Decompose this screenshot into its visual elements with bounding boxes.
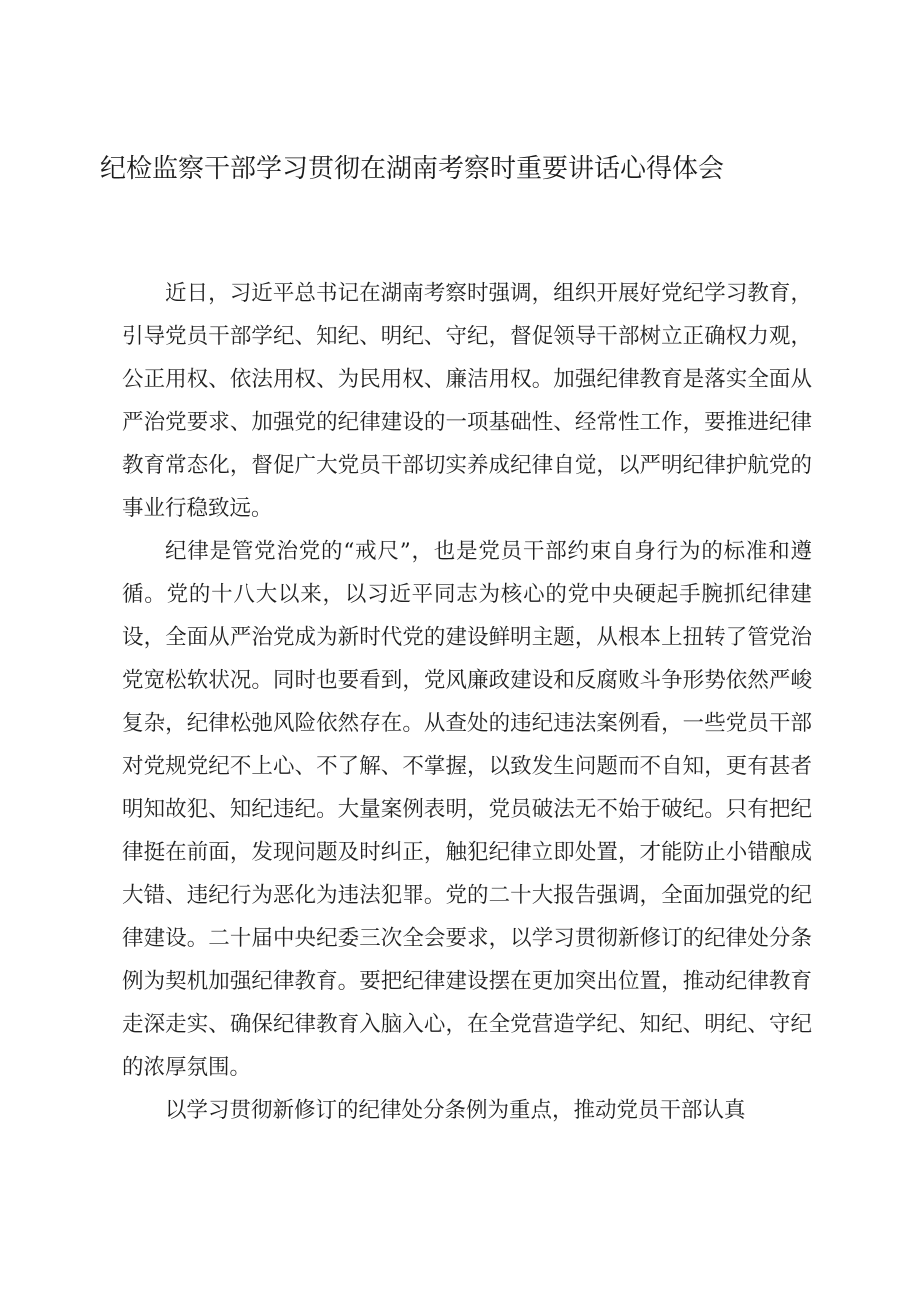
paragraph-2: 纪律是管党治党的“戒尺”，也是党员干部约束自身行为的标准和遵循。党的十八大以来，以习近平同志为核心的党中央硬起手腕抓纪律建设，全面从严治党成为新时代党的建设鲜明主题，从根本上扭转了管党治党宽松软状况。同时也要看到，党风廉政建设和反腐败斗争形势依然严峻复杂，纪律松弛风险依然存在。从查处的违纪违法案例看，一些党员干部对党规党纪不上心、不了解、不掌握，以致发生问题而不自知，更有甚者明知故犯、知纪违纪。大量案例表明，党员破法无不始于破纪。只有把纪律挺在前面，发现问题及时纠正，触犯纪律立即处置，才能防止小错酿成大错、违纪行为恶化为违法犯罪。党的二十大报告强调，全面加强党的纪律建设。二十届中央纪委三次全会要求，以学习贯彻新修订的纪律处分条例为契机加强纪律教育。要把纪律建设摆在更加突出位置，推动纪律教育走深走实、确保纪律教育入脑入心，在全党营造学纪、知纪、明纪、守纪的浓厚氛围。 [122, 539, 812, 1080]
paragraph-3: 以学习贯彻新修订的纪律处分条例为重点，推动党员干部认真 [165, 1098, 746, 1123]
document-body [122, 272, 812, 1132]
document-title: 纪检监察干部学习贯彻在湖南考察时重要讲话心得体会 [100, 154, 725, 184]
paragraph-1: 近日，习近平总书记在湖南考察时强调，组织开展好党纪学习教育，引导党员干部学纪、知纪、明纪、守纪，督促领导干部树立正确权力观，公正用权、依法用权、为民用权、廉洁用权。加强纪律教育是落实全面从严治党要求、加强党的纪律建设的一项基础性、经常性工作，要推进纪律教育常态化，督促广大党员干部切实养成纪律自觉，以严明纪律护航党的事业行稳致远。 [122, 281, 812, 521]
